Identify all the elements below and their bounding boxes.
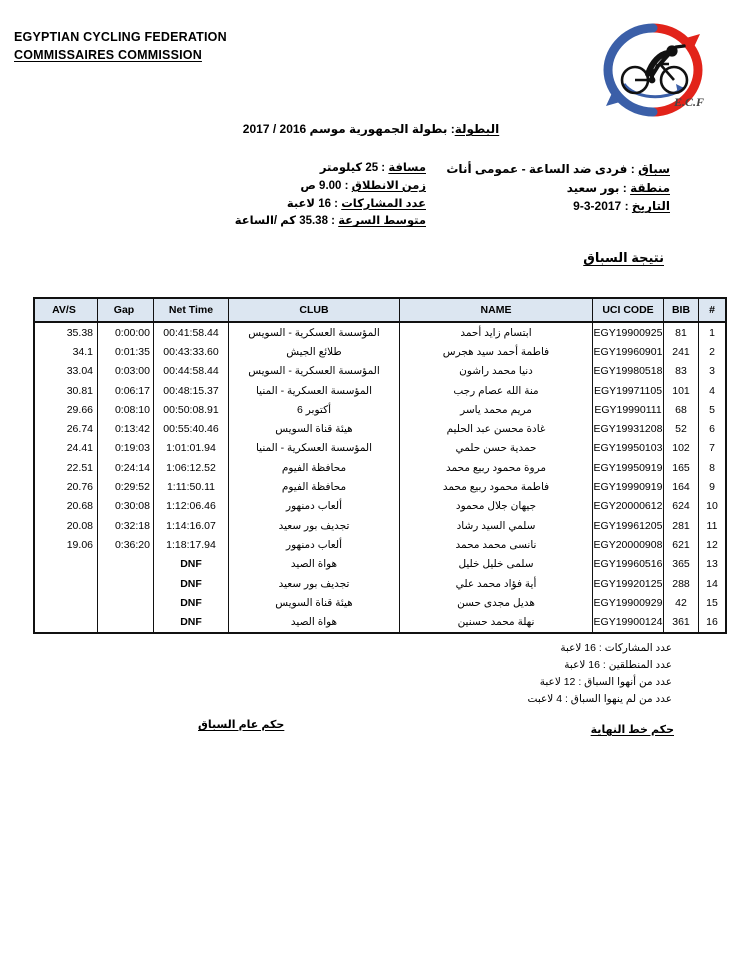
cell-bib: 68 [664,400,699,419]
cell-rank: 5 [699,400,727,419]
results-table [33,297,727,634]
distance-label: مسافة [388,162,426,174]
column-header-club: CLUB [229,298,400,322]
cell-net-time: 00:50:08.91 [154,400,229,419]
race-type-label: سباق [638,162,670,176]
cell-name: مريم محمد ياسر [400,400,593,419]
cell-bib: 102 [664,439,699,458]
cell-rank: 15 [699,593,727,612]
average-speed-label: متوسط السرعة [338,215,426,228]
table-row [34,497,726,516]
cell-name: جيهان جلال محمود [400,497,593,516]
cell-club: طلائع الجيش [229,342,400,361]
column-header-bib: BIB [664,298,699,322]
participants-label: عدد المشاركات [341,197,426,210]
cell-rank: 14 [699,574,727,593]
cell-avs: 29.66 [34,400,98,419]
logo-text: E.C.F [674,95,705,109]
cell-avs: 35.38 [34,322,98,342]
championship-value: بطولة الجمهورية موسم 2016 / 2017 [242,122,448,136]
cell-rank: 8 [699,458,727,477]
cell-gap: 0:08:10 [98,400,154,419]
table-header-row [34,298,726,322]
cell-avs: 33.04 [34,362,98,381]
race-type-row: سباق : فردى ضد الساعة - عمومى أناث [446,162,670,176]
distance-row: مسافة : 25 كيلومتر [319,162,426,174]
cell-avs [34,555,98,574]
cell-net-time: 1:11:50.11 [154,477,229,496]
cell-rank: 10 [699,497,727,516]
cell-bib: 81 [664,322,699,342]
cell-club: هيئة قناة السويس [229,419,400,438]
cell-club: هيئة قناة السويس [229,593,400,612]
cell-uci-code: EGY19980518 [593,362,664,381]
cell-name: منة الله عصام رجب [400,381,593,400]
cell-avs [34,593,98,612]
cell-bib: 101 [664,381,699,400]
start-time-label: زمن الانطلاق [351,179,426,192]
cell-uci-code: EGY19960516 [593,555,664,574]
distance-value: 25 كيلومتر [319,162,379,174]
cell-net-time: DNF [154,555,229,574]
cell-net-time: 1:14:16.07 [154,516,229,535]
cell-bib: 42 [664,593,699,612]
cell-uci-code: EGY19900124 [593,612,664,632]
championship-title [0,122,742,136]
cell-name: أية فؤاد محمد علي [400,574,593,593]
cell-uci-code: EGY19960901 [593,342,664,361]
cell-net-time: 1:12:06.46 [154,497,229,516]
cell-bib: 83 [664,362,699,381]
cell-avs: 19.06 [34,535,98,554]
championship-separator: : [450,122,455,136]
table-row [34,322,726,342]
cell-club: المؤسسة العسكرية - السويس [229,362,400,381]
cell-avs: 34.1 [34,342,98,361]
cell-club: المؤسسة العسكرية - السويس [229,322,400,342]
cell-gap: 0:29:52 [98,477,154,496]
cell-gap: 0:03:00 [98,362,154,381]
cell-uci-code: EGY19990111 [593,400,664,419]
cell-net-time: 00:43:33.60 [154,342,229,361]
federation-name: EGYPTIAN CYCLING FEDERATION [14,30,227,44]
cell-uci-code: EGY19950919 [593,458,664,477]
participants-row: عدد المشاركات : 16 لاعبة [286,197,426,210]
federation-header [14,28,227,64]
column-header-avs: AV/S [34,298,98,322]
cell-avs [34,612,98,632]
cell-gap: 0:30:08 [98,497,154,516]
cell-bib: 621 [664,535,699,554]
cell-club: المؤسسة العسكرية - المنيا [229,439,400,458]
summary-starters: عدد المنطلقين : 16 لاعبة [564,659,672,671]
cell-net-time: 00:41:58.44 [154,322,229,342]
race-region-value: بور سعيد [566,180,620,195]
race-date-label: التاريخ [631,199,670,214]
cell-name: فاطمة أحمد سيد هجرس [400,342,593,361]
column-header-uci-code: UCI CODE [593,298,664,322]
cell-name: نهلة محمد حسنين [400,612,593,632]
cell-net-time: 1:01:01.94 [154,439,229,458]
cell-uci-code: EGY20000612 [593,497,664,516]
cell-uci-code: EGY19900929 [593,593,664,612]
table-row [34,516,726,535]
cell-uci-code: EGY19900925 [593,322,664,342]
cell-name: حمدية حسن حلمي [400,439,593,458]
cell-gap: 0:36:20 [98,535,154,554]
cell-rank: 2 [699,342,727,361]
cell-avs [34,574,98,593]
cell-rank: 1 [699,322,727,342]
cell-bib: 281 [664,516,699,535]
column-header-name: NAME [400,298,593,322]
cell-net-time: 1:18:17.94 [154,535,229,554]
cell-uci-code: EGY19931208 [593,419,664,438]
race-type-value: فردى ضد الساعة - عمومى أناث [446,162,628,176]
table-row [34,342,726,361]
participants-value: 16 لاعبة [286,197,331,210]
cell-gap: 0:24:14 [98,458,154,477]
average-speed-row: متوسط السرعة : 35.38 كم /الساعة [234,215,426,228]
cell-club: تجديف بور سعيد [229,516,400,535]
cell-gap [98,593,154,612]
cell-net-time: DNF [154,593,229,612]
cell-club: محافظة الفيوم [229,477,400,496]
cell-avs: 30.81 [34,381,98,400]
results-table-head [34,298,726,322]
cell-avs: 20.76 [34,477,98,496]
cell-rank: 9 [699,477,727,496]
race-details-block [235,160,426,231]
results-table-body [34,322,726,633]
cell-net-time: DNF [154,574,229,593]
cell-bib: 241 [664,342,699,361]
cell-club: أكتوبر 6 [229,400,400,419]
cell-gap [98,574,154,593]
cell-rank: 7 [699,439,727,458]
cell-name: هديل مجدى حسن [400,593,593,612]
cell-gap [98,612,154,632]
cell-avs: 20.68 [34,497,98,516]
cell-net-time: DNF [154,612,229,632]
column-header-gap: Gap [98,298,154,322]
results-table-container [33,297,718,634]
cell-avs: 24.41 [34,439,98,458]
cell-rank: 12 [699,535,727,554]
cell-gap: 0:06:17 [98,381,154,400]
table-row [34,419,726,438]
cell-net-time: 1:06:12.52 [154,458,229,477]
table-row [34,574,726,593]
race-summary-block [528,640,672,708]
cell-club: ألعاب دمنهور [229,535,400,554]
race-region-label: منطقة [630,180,670,195]
cell-rank: 16 [699,612,727,632]
cell-net-time: 00:44:58.44 [154,362,229,381]
cell-club: ألعاب دمنهور [229,497,400,516]
cell-avs: 20.08 [34,516,98,535]
summary-participants: عدد المشاركات : 16 لاعبة [560,642,672,654]
cell-net-time: 00:55:40.46 [154,419,229,438]
cell-rank: 4 [699,381,727,400]
cell-rank: 13 [699,555,727,574]
cell-gap: 0:00:00 [98,322,154,342]
cell-name: دنيا محمد راشون [400,362,593,381]
cell-avs: 22.51 [34,458,98,477]
cell-bib: 165 [664,458,699,477]
cell-net-time: 00:48:15.37 [154,381,229,400]
cell-rank: 3 [699,362,727,381]
start-time-row: زمن الانطلاق : 9.00 ص [300,179,426,192]
cell-gap [98,555,154,574]
cell-name: غادة محسن عبد الحليم [400,419,593,438]
cell-club: تجديف بور سعيد [229,574,400,593]
finish-line-judge-signature: حكم خط النهاية [590,724,674,736]
table-row [34,458,726,477]
table-row [34,400,726,419]
cell-uci-code: EGY19950103 [593,439,664,458]
summary-non-finishers: عدد من لم ينهوا السباق : 4 لاعبت [527,693,672,705]
cell-bib: 361 [664,612,699,632]
cell-name: ابتسام زايد أحمد [400,322,593,342]
table-row [34,593,726,612]
table-row [34,381,726,400]
chief-race-judge-signature: حكم عام السباق [198,719,285,731]
race-date-value: 2017-3-9 [573,199,622,214]
cell-uci-code: EGY19961205 [593,516,664,535]
cell-club: محافظة الفيوم [229,458,400,477]
average-speed-value: 35.38 كم /الساعة [234,215,328,228]
cell-bib: 624 [664,497,699,516]
results-heading: نتيجة السباق [583,250,664,265]
cell-gap: 0:13:42 [98,419,154,438]
cell-club: هواة الصيد [229,555,400,574]
cell-bib: 164 [664,477,699,496]
cell-gap: 0:01:35 [98,342,154,361]
table-row [34,362,726,381]
championship-label: البطولة [454,122,500,136]
cell-uci-code: EGY20000908 [593,535,664,554]
cell-bib: 365 [664,555,699,574]
cell-name: سلمى خليل خليل [400,555,593,574]
cell-gap: 0:32:18 [98,516,154,535]
cell-rank: 6 [699,419,727,438]
start-time-value: 9.00 ص [300,179,342,192]
cell-rank: 11 [699,516,727,535]
cell-name: فاطمة محمود ربيع محمد [400,477,593,496]
cell-club: هواة الصيد [229,612,400,632]
summary-finishers: عدد من أنهوا السباق : 12 لاعبة [539,676,672,688]
table-row [34,535,726,554]
table-row [34,477,726,496]
cell-bib: 288 [664,574,699,593]
column-header-rank: # [699,298,727,322]
cell-club: المؤسسة العسكرية - المنيا [229,381,400,400]
race-region-row: منطقة : بور سعيد [566,180,670,195]
cell-uci-code: EGY19971105 [593,381,664,400]
cell-bib: 52 [664,419,699,438]
cell-avs: 26.74 [34,419,98,438]
column-header-net-time: Net Time [154,298,229,322]
cell-name: مروة محمود ربيع محمد [400,458,593,477]
table-row [34,612,726,632]
cell-gap: 0:19:03 [98,439,154,458]
cell-name: نانسى محمد محمد [400,535,593,554]
table-row [34,439,726,458]
race-date-row: التاريخ : 2017-3-9 [573,199,670,214]
table-row [34,555,726,574]
cell-uci-code: EGY19920125 [593,574,664,593]
cell-name: سلمي السيد رشاد [400,516,593,535]
ecf-cycling-logo-icon [590,22,716,118]
race-info-block [446,160,670,216]
commission-name: COMMISSAIRES COMMISSION [14,48,202,63]
cell-uci-code: EGY19990919 [593,477,664,496]
